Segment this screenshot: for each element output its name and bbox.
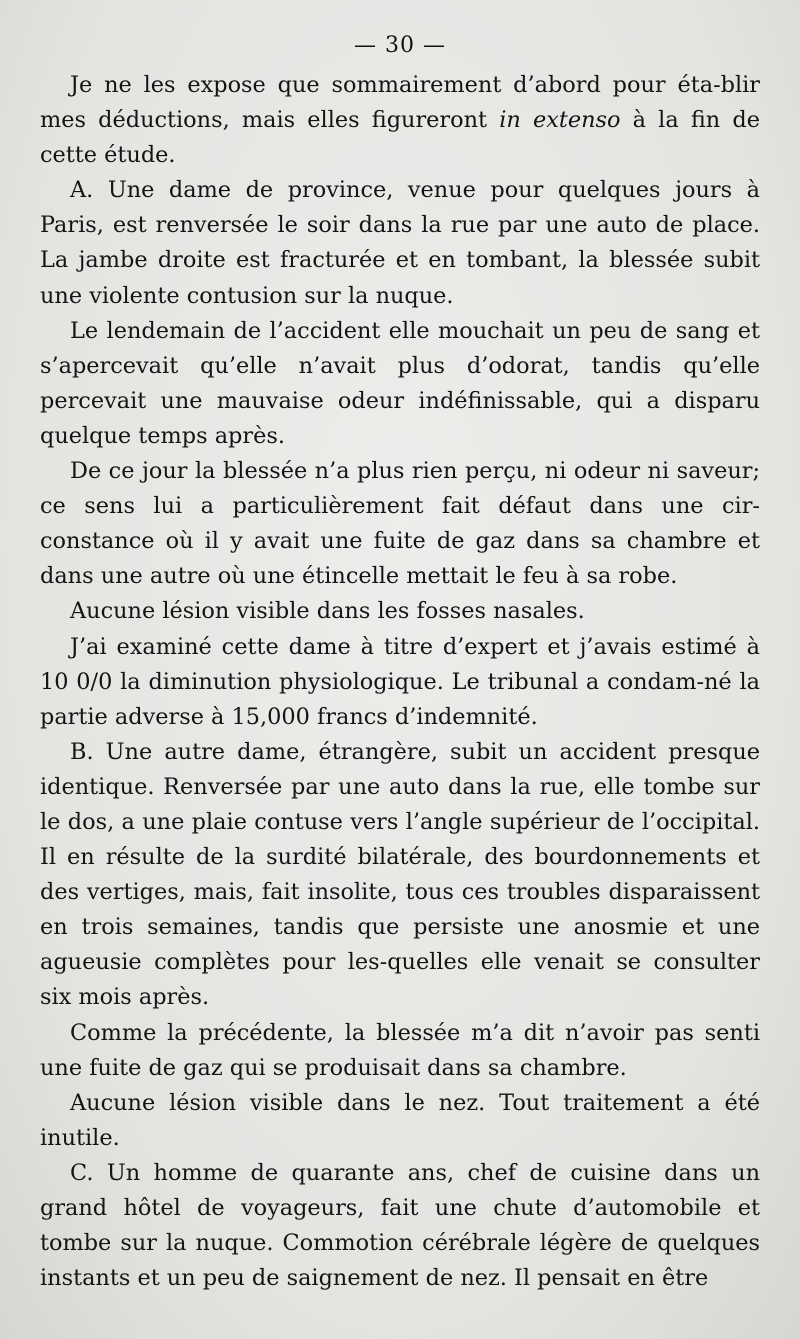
paragraph-case-a-4: Aucune lésion visible dans les fosses nasales. <box>70 598 585 625</box>
intro-text-end: à la fin de cette étude. <box>40 107 760 169</box>
intro-text-start: Je ne les expose que sommairement d’abord pour éta-blir mes déductions, mais elles figureront <box>40 72 760 134</box>
paragraph-case-a-5: J’ai examiné cette dame à titre d’expert et j’avais estimé à 10 0/0 la diminution physiologique. Le tribunal a condam-né la partie adverse à 15,000 francs d’indemnité. <box>40 633 760 730</box>
paragraph-case-a-2: Le lendemain de l’accident elle mouchait un peu de sang et s’apercevait qu’elle n’avait plus d’odorat, tandis qu’elle percevait une mauvaise odeur indéfinissable, qui a disparu quelque temps après. <box>40 317 760 449</box>
paragraph-case-a-1: A. Une dame de province, venue pour quelques jours à Paris, est renversée le soir dans la rue par une auto de place. La jambe droite est fracturée et en tombant, la blessée subit une violente contusion sur la nuque. <box>40 177 760 309</box>
paragraph-case-b-1: B. Une autre dame, étrangère, subit un accident presque identique. Renversée par une auto dans la rue, elle tombe sur le dos, a une plaie contuse vers l’angle supérieur de l’occipital. Il en résulte de la surdité bilatérale, des bourdonnements et des vertiges, mais, fait insolite, tous ces troubles disparaissent en trois semaines, tandis que persiste une anosmie et une agueusie complètes pour les-quelles elle venait se consulter six mois après. <box>40 738 760 1011</box>
paragraph-case-b-2: Comme la précédente, la blessée m’a dit n’avoir pas senti une fuite de gaz qui se produisait dans sa chambre. <box>40 1019 760 1081</box>
paragraph-case-b-3: Aucune lésion visible dans le nez. Tout traitement a été inutile. <box>40 1089 760 1151</box>
intro-italic-phrase: in extenso <box>499 107 621 134</box>
paragraph-case-a-3: De ce jour la blessée n’a plus rien perçu, ni odeur ni saveur; ce sens lui a particulièrement fait défaut dans une cir-constance où il y avait une fuite de gaz dans sa chambre et dans une autre où une étincelle mettait le feu à sa robe. <box>40 458 760 590</box>
page-number: — 30 — <box>354 33 446 58</box>
paragraph-intro <box>40 68 760 173</box>
paragraph-case-c-1: C. Un homme de quarante ans, chef de cuisine dans un grand hôtel de voyageurs, fait une chute d’automobile et tombe sur la nuque. Commotion cérébrale légère de quelques instants et un peu de saignement de nez. Il pensait en être <box>40 1159 760 1292</box>
body-text <box>40 68 760 1296</box>
